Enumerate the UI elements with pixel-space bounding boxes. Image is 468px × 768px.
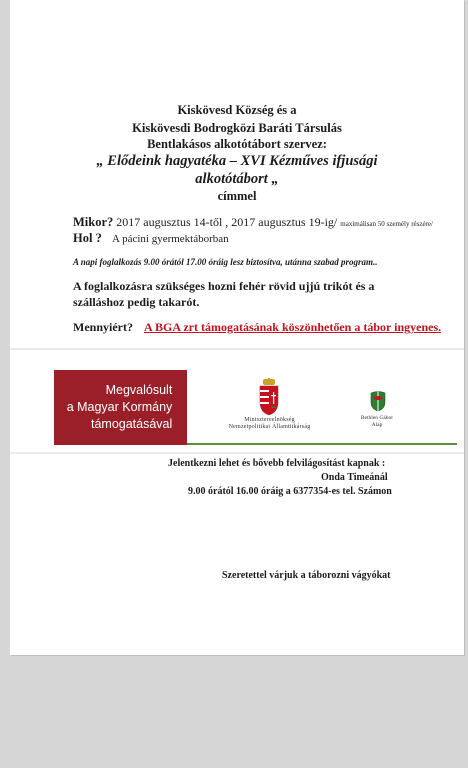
bring-line-2: szálláshoz pedig takarót.: [73, 295, 200, 309]
camp-title-line-2: alkotótábort „: [195, 171, 279, 187]
ministry-line-1: Minisztereelnökség: [244, 417, 295, 423]
daily-schedule: A napi foglalkozás 9.00 órától 17.00 óráig lesz biztosítva, utánna szabad program..: [73, 257, 378, 267]
price-row: [73, 320, 441, 335]
contact-person: Onda Timeánál: [321, 472, 388, 483]
organizer-line-2: Kiskövesdi Bodrogközi Baráti Társulás: [132, 121, 342, 135]
where-value: A pácini gyermektáborban: [111, 233, 229, 245]
where-label: Hol ?: [73, 231, 102, 245]
contact-line-1: Jelentkezni lehet és bővebb felvilágosítást kapnak :: [168, 458, 386, 469]
page-fold-line: [10, 348, 464, 350]
camp-title-line-1: „ Elődeink hagyatéka – XVI Kézműves ifjusági: [96, 153, 378, 169]
banner-line-2: a Magyar Kormány: [66, 400, 173, 414]
government-support-banner: [54, 370, 187, 445]
closing-line: Szeretettel várjuk a táborozni vágyókat: [222, 570, 391, 581]
camp-title-suffix: címmel: [217, 189, 257, 203]
page-fold-line-lower: [10, 452, 464, 454]
banner-line-1: Megvalósult: [105, 383, 173, 397]
bethlen-shield-icon: [370, 390, 386, 412]
when-label: Mikor?: [73, 215, 114, 229]
flyer-sheet: [10, 0, 464, 655]
contact-hours-phone: 9.00 órától 16.00 óráig a 6377354-es tel. Számon: [188, 486, 392, 497]
bring-line-1: A foglalkozásra szükséges hozni fehér rövid ujjú trikót és a: [73, 279, 375, 293]
when-note: maximálisan 50 személy részére/: [340, 220, 433, 228]
bethlen-label: [347, 415, 407, 429]
where-row: [73, 231, 229, 246]
price-label: Mennyiért?: [73, 320, 133, 334]
hungarian-coat-of-arms-icon: [258, 378, 280, 416]
price-value: A BGA zrt támogatásának köszönhetően a tábor ingyenes.: [143, 320, 442, 334]
banner-green-rule: [187, 443, 457, 445]
banner-line-3: támogatásával: [90, 417, 173, 431]
organizer-line-1: Kiskövesd Község és a: [177, 103, 297, 117]
organizer-line-3: Bentlakásos alkotótábort szervez:: [147, 137, 327, 151]
ministry-label: [212, 417, 327, 431]
bethlen-line-2: Alap: [371, 422, 383, 428]
ministry-line-2: Nemzetpolitikai Államtitkárság: [228, 424, 311, 430]
when-value: 2017 augusztus 14-től , 2017 augusztus 19-ig/: [116, 215, 338, 229]
when-row: [73, 215, 433, 230]
bethlen-line-1: Bethlen Gábor: [360, 415, 394, 421]
